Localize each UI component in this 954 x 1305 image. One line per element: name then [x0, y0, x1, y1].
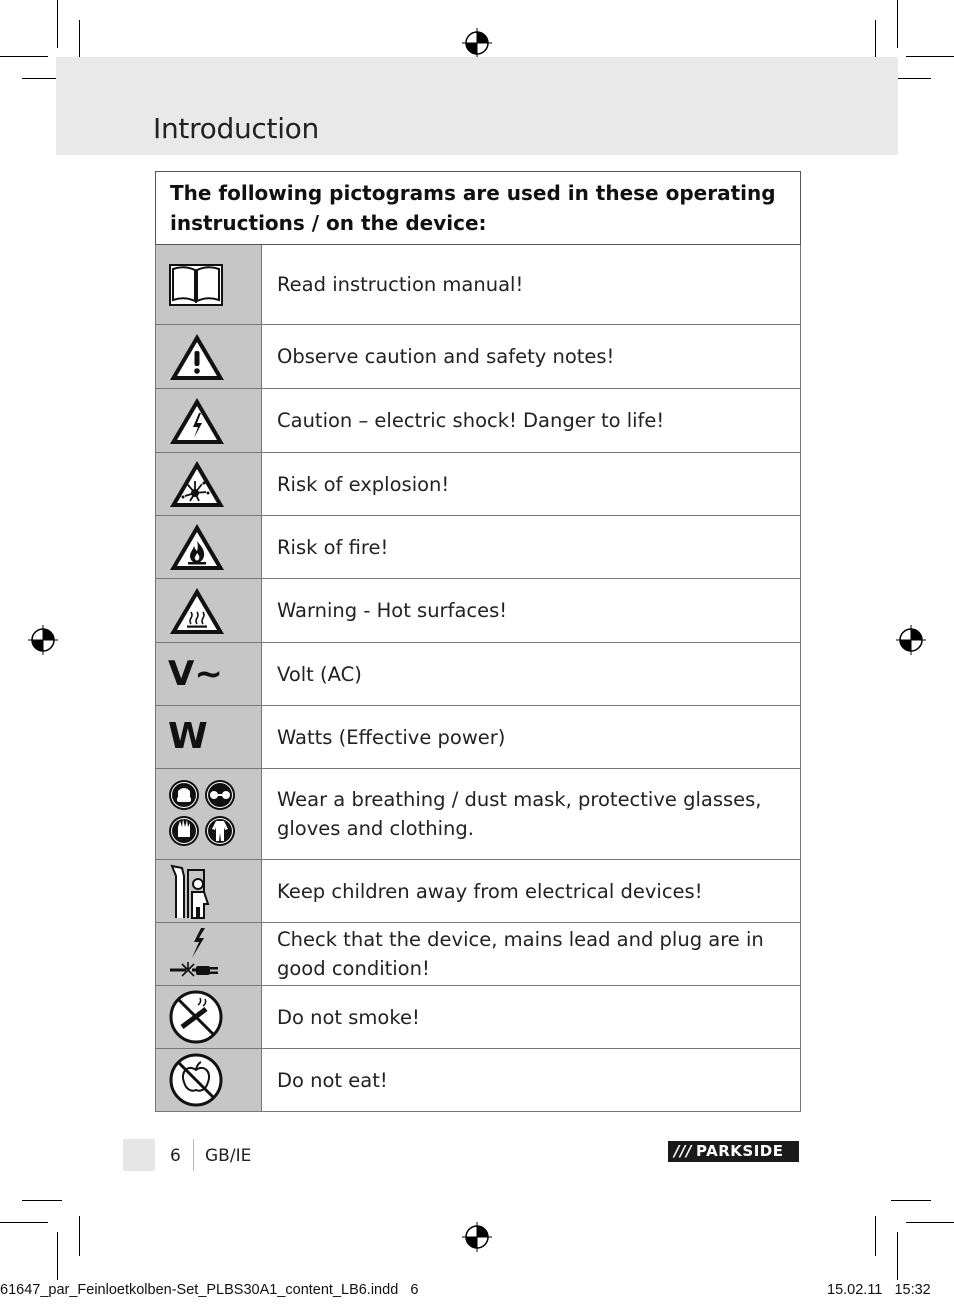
- table-row: [156, 1049, 801, 1112]
- brand-name: PARKSIDE: [696, 1142, 784, 1160]
- language-code: GB/IE: [205, 1146, 252, 1166]
- no-eating-icon: [168, 1052, 224, 1108]
- row-text: Observe caution and safety notes!: [262, 325, 801, 389]
- crop-mark: [57, 1232, 58, 1280]
- row-text: Caution – electric shock! Danger to life!: [262, 389, 801, 453]
- table-row: [156, 706, 801, 769]
- table-row: [156, 389, 801, 453]
- table-row: [156, 516, 801, 579]
- page-number-box: [123, 1139, 155, 1171]
- print-slug-file: 61647_par_Feinloetkolben-Set_PLBS30A1_content_LB6.indd 6: [0, 1282, 419, 1298]
- crop-mark: [0, 56, 48, 57]
- row-text: Warning - Hot surfaces!: [262, 579, 801, 643]
- crop-mark: [906, 1222, 954, 1223]
- crop-mark: [57, 0, 58, 48]
- keep-children-away-icon: [168, 862, 220, 920]
- page-number: 6: [170, 1146, 181, 1166]
- row-text: Read instruction manual!: [262, 245, 801, 325]
- crop-mark: [22, 1200, 62, 1201]
- registration-mark-icon: [28, 625, 58, 655]
- table-row: [156, 245, 801, 325]
- crop-mark: [897, 1232, 898, 1280]
- footer-divider: [193, 1139, 194, 1171]
- registration-mark-icon: [462, 1222, 492, 1252]
- protective-equipment-icon: [168, 779, 238, 849]
- row-text: Volt (AC): [262, 643, 801, 706]
- row-text: Keep children away from electrical devices!: [262, 860, 801, 923]
- pictogram-table: [155, 171, 801, 1112]
- crop-mark: [906, 56, 954, 57]
- watts-icon: W: [168, 716, 208, 757]
- crop-mark: [897, 0, 898, 48]
- table-row: [156, 769, 801, 860]
- print-slug-date: 15.02.11 15:32: [827, 1282, 931, 1298]
- caution-warning-icon: [168, 332, 226, 382]
- explosion-warning-icon: [168, 459, 226, 509]
- registration-mark-icon: [462, 28, 492, 58]
- row-text: Do not eat!: [262, 1049, 801, 1112]
- row-text: Risk of fire!: [262, 516, 801, 579]
- table-row: [156, 923, 801, 986]
- table-row: [156, 643, 801, 706]
- table-row: [156, 325, 801, 389]
- row-text: Watts (Effective power): [262, 706, 801, 769]
- hot-surface-warning-icon: [168, 586, 226, 636]
- crop-mark: [79, 1216, 80, 1256]
- crop-mark: [0, 1222, 48, 1223]
- electric-shock-warning-icon: [168, 396, 226, 446]
- row-text: Do not smoke!: [262, 986, 801, 1049]
- fire-warning-icon: [168, 522, 226, 572]
- table-heading: The following pictograms are used in these operating instructions / on the device:: [156, 172, 801, 245]
- crop-mark: [875, 20, 876, 60]
- registration-mark-icon: [896, 625, 926, 655]
- table-row: [156, 453, 801, 516]
- table-row: [156, 986, 801, 1049]
- no-smoking-icon: [168, 989, 224, 1045]
- crop-mark: [875, 1216, 876, 1256]
- table-row: [156, 579, 801, 643]
- read-manual-icon: [168, 261, 224, 309]
- check-cable-plug-icon: [168, 926, 226, 982]
- crop-mark: [79, 20, 80, 60]
- row-text: Check that the device, mains lead and plug are in good condition!: [262, 923, 801, 986]
- brand-slashes: ///: [674, 1142, 692, 1160]
- table-row: [156, 860, 801, 923]
- page-title: Introduction: [153, 112, 319, 145]
- row-text: Risk of explosion!: [262, 453, 801, 516]
- parkside-logo: [668, 1141, 799, 1162]
- row-text: Wear a breathing / dust mask, protective glasses, gloves and clothing.: [262, 769, 801, 860]
- crop-mark: [891, 1200, 931, 1201]
- volt-ac-icon: V~: [168, 654, 223, 694]
